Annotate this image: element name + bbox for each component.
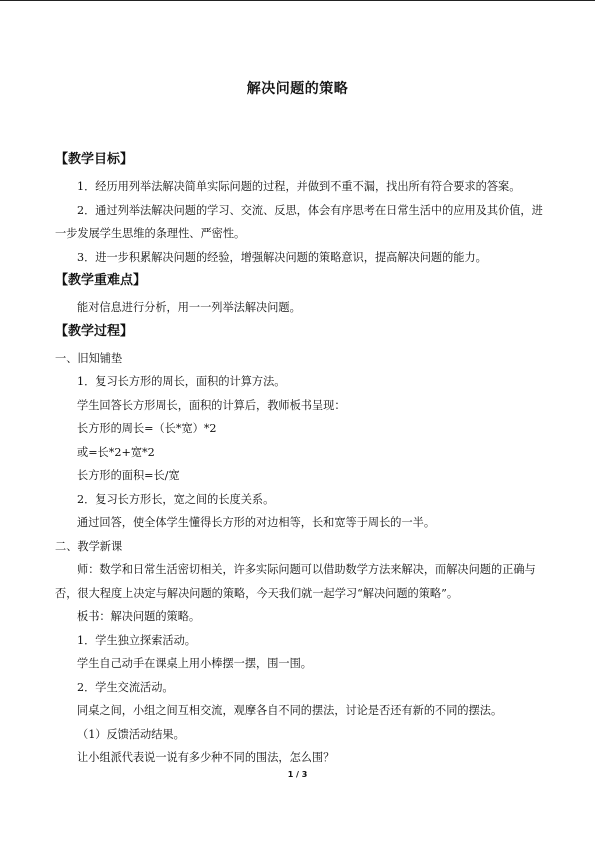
process-part-1-title: 一、旧知铺垫 xyxy=(55,351,123,365)
process-paragraph: 长方形的面积=长/宽 xyxy=(77,469,180,482)
objective-1: 1．经历用列举法解决简单实际问题的过程，并做到不重不漏，找出所有符合要求的答案。 xyxy=(77,180,521,193)
process-paragraph: （1）反馈活动结果。 xyxy=(77,727,185,741)
process-paragraph: 长方形的周长=（长*宽）*2 xyxy=(77,422,217,435)
process-paragraph: 1．复习长方形的周长，面积的计算方法。 xyxy=(77,375,286,388)
process-paragraph: 2．学生交流活动。 xyxy=(77,680,174,694)
page-number: 1 / 3 xyxy=(287,770,308,779)
process-paragraph: 让小组派代表说一说有多少种不同的围法，怎么围？ xyxy=(77,751,335,764)
process-part-2-title: 二、教学新课 xyxy=(55,539,123,553)
process-paragraph: 学生回答长方形周长，面积的计算后，教师板书呈现： xyxy=(77,398,346,412)
process-paragraph: 1．学生独立探索活动。 xyxy=(77,633,196,647)
process-paragraph: 板书：解决问题的策略。 xyxy=(77,610,201,623)
objective-2: 2．通过列举法解决问题的学习、交流、反思，体会有序思考在日常生活中的应用及其价值，进一步发展学生思维的条理性、严密性。 xyxy=(55,203,543,240)
section-heading-process: 【教学过程】 xyxy=(55,323,134,339)
section-heading-objectives: 【教学目标】 xyxy=(55,152,134,167)
process-paragraph: 同桌之间，小组之间互相交流，观摩各自不同的摆法，讨论是否还有新的不同的摆法。 xyxy=(77,704,503,717)
process-paragraph: 师：数学和日常生活密切相关，许多实际问题可以借助数学方法来解决，而解决问题的正确与否，很大程度上决定与解决问题的策略，今天我们就一起学习“解决问题的策略”。 xyxy=(55,563,536,600)
process-paragraph: 通过回答，使全体学生懂得长方形的对边相等，长和宽等于周长的一半。 xyxy=(77,516,436,529)
objective-3: 3．进一步积累解决问题的经验，增强解决问题的策略意识，提高解决问题的能力。 xyxy=(77,250,487,264)
document-body xyxy=(55,148,545,770)
section-heading-key-points: 【教学重难点】 xyxy=(55,273,147,288)
page-title: 解决问题的策略 xyxy=(246,81,349,97)
process-paragraph: 学生自己动手在课桌上用小棒摆一摆，围一围。 xyxy=(77,657,312,670)
process-paragraph: 或=长*2+宽*2 xyxy=(77,445,155,459)
process-paragraph: 2．复习长方形长，宽之间的长度关系。 xyxy=(77,492,275,506)
key-point-text: 能对信息进行分析，用一一列举法解决问题。 xyxy=(77,301,301,314)
top-border-line xyxy=(0,0,595,1)
